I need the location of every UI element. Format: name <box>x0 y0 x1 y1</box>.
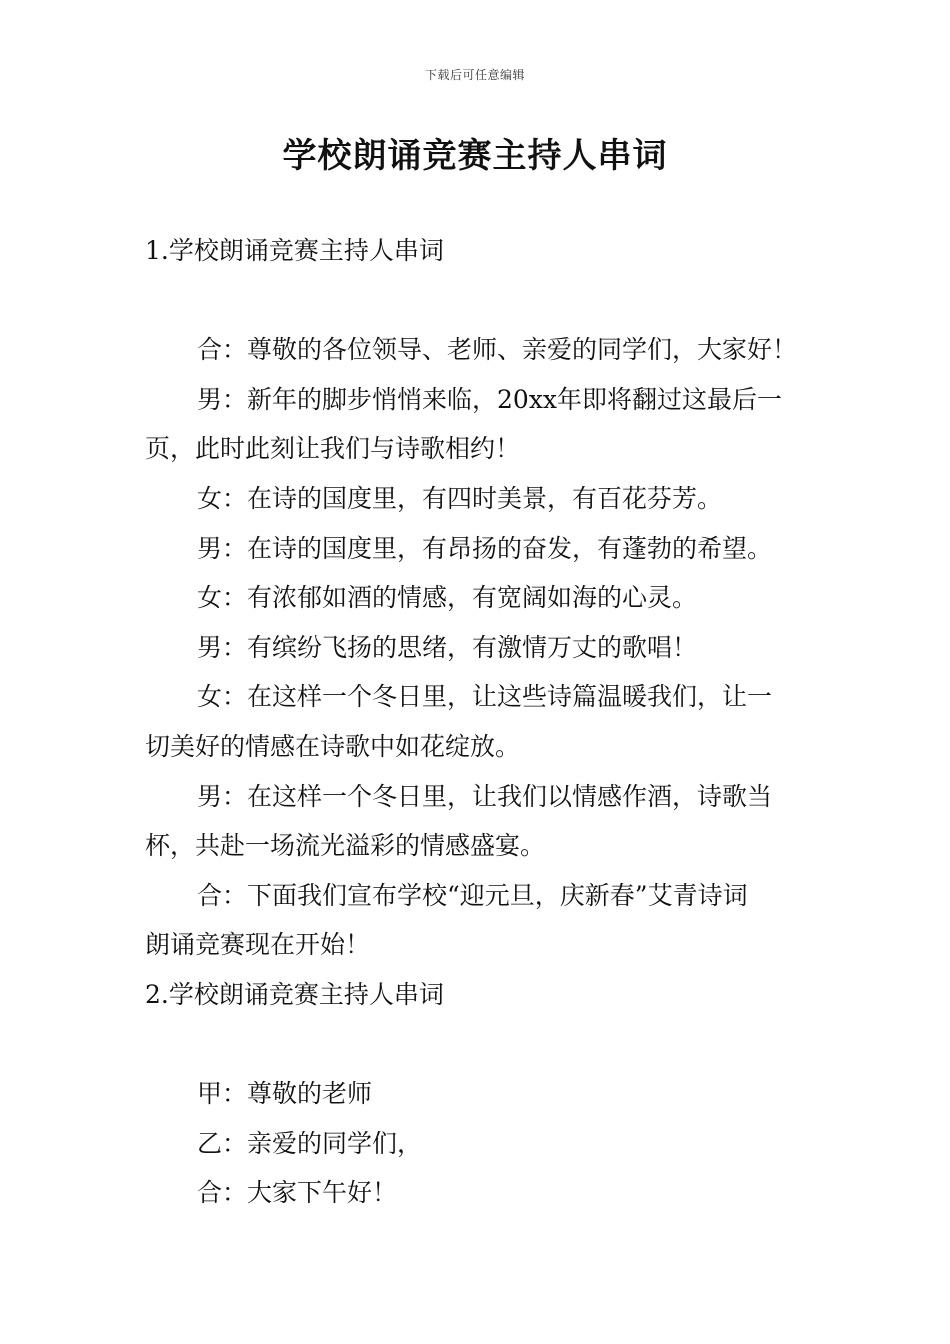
section-heading-1: 1.学校朗诵竞赛主持人串词 <box>145 236 444 265</box>
document-body <box>145 226 807 1218</box>
paragraph-line: 乙：亲爱的同学们， <box>197 1128 423 1158</box>
paragraph-line: 女：在这样一个冬日里，让这些诗篇温暖我们，让一 <box>197 682 773 712</box>
paragraph-line: 合：大家下午好！ <box>197 1178 398 1208</box>
paragraph-line: 页，此时此刻让我们与诗歌相约！ <box>145 434 521 464</box>
section-heading-2: 2.学校朗诵竞赛主持人串词 <box>145 979 444 1009</box>
paragraph-line: 合：尊敬的各位领导、老师、亲爱的同学们，大家好！ <box>197 335 798 365</box>
paragraph-line: 女：有浓郁如酒的情感，有宽阔如海的心灵。 <box>197 583 698 613</box>
header-note: 下载后可任意编辑 <box>424 68 525 82</box>
paragraph-line: 切美好的情感在诗歌中如花绽放。 <box>145 731 521 761</box>
paragraph-line: 甲：尊敬的老师 <box>197 1079 373 1109</box>
paragraph-line: 男：新年的脚步悄悄来临，20xx年即将翻过这最后一 <box>197 384 783 414</box>
paragraph-line: 男：在诗的国度里，有昂扬的奋发，有蓬勃的希望。 <box>197 533 773 563</box>
paragraph-line: 男：有缤纷飞扬的思绪，有激情万丈的歌唱！ <box>197 632 698 662</box>
paragraph-line: 男：在这样一个冬日里，让我们以情感作酒，诗歌当 <box>197 781 773 811</box>
paragraph-line: 杯，共赴一场流光溢彩的情感盛宴。 <box>145 831 546 861</box>
blank-line <box>145 1020 807 1070</box>
paragraph-line: 朗诵竞赛现在开始！ <box>145 930 371 960</box>
paragraph-line: 女：在诗的国度里，有四时美景，有百花芬芳。 <box>197 483 723 513</box>
blank-line <box>145 276 807 326</box>
document-title: 学校朗诵竞赛主持人串词 <box>282 136 668 176</box>
paragraph-line: 合：下面我们宣布学校“迎元旦，庆新春”艾青诗词 <box>197 880 748 910</box>
